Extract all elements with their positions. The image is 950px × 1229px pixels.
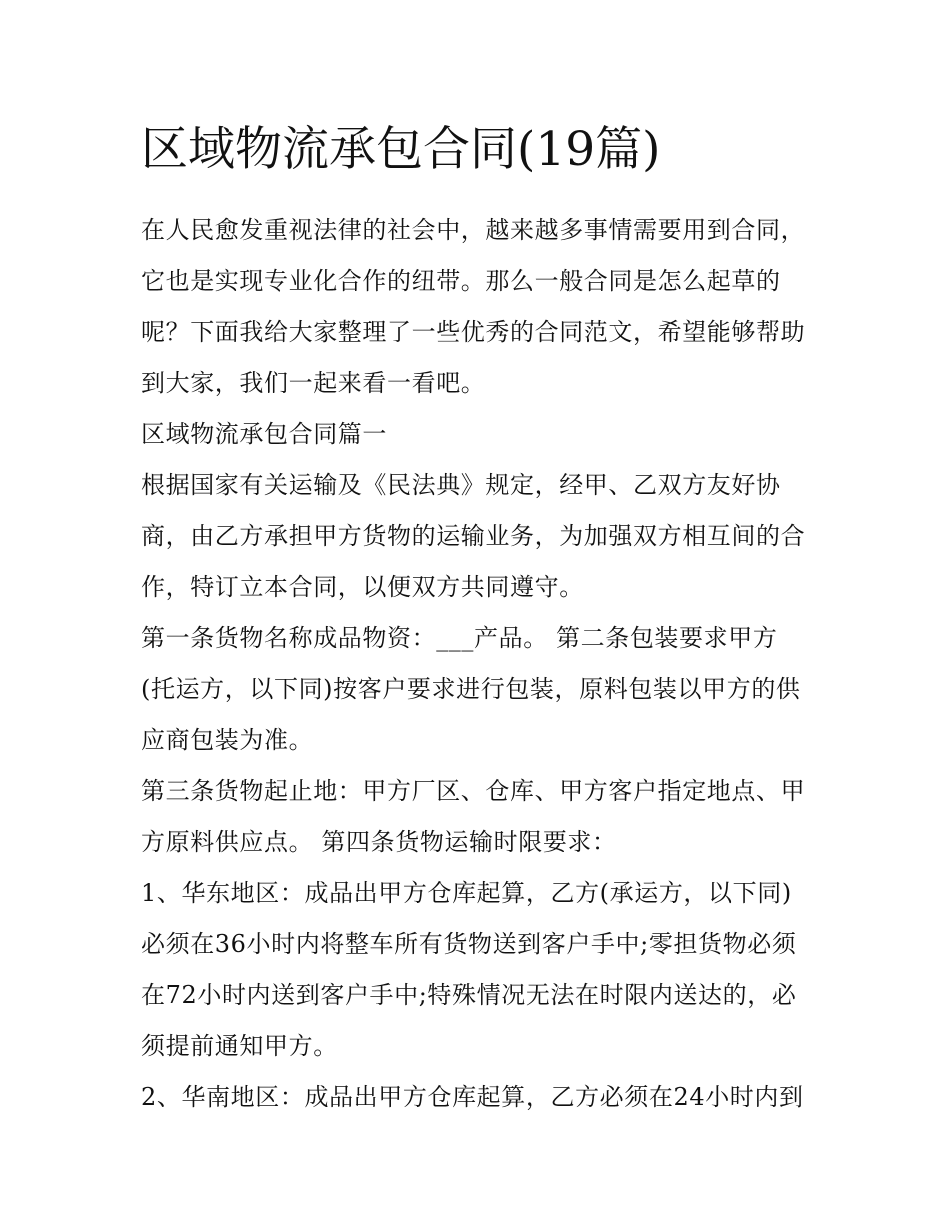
section-heading-1: 区域物流承包合同篇一 — [141, 420, 387, 448]
body-line-6: 根据国家有关运输及《民法典》规定，经甲、乙双方友好协 — [141, 471, 781, 499]
document-title: 区域物流承包合同(19篇) — [141, 122, 661, 177]
body-line-18: 2、华南地区：成品出甲方仓库起算，乙方必须在24小时内到 — [141, 1083, 804, 1111]
body-line-8: 作，特订立本合同，以便双方共同遵守。 — [141, 573, 584, 601]
body-line-3: 呢？下面我给大家整理了一些优秀的合同范文，希望能够帮助 — [141, 318, 806, 346]
body-line-16: 在72小时内送到客户手中;特殊情况无法在时限内送达的，必 — [141, 981, 797, 1009]
body-line-10: (托运方，以下同)按客户要求进行包装，原料包装以甲方的供 — [141, 675, 801, 703]
body-line-13: 方原料供应点。 第四条货物运输时限要求： — [141, 828, 617, 856]
body-line-15: 必须在36小时内将整车所有货物送到客户手中;零担货物必须 — [141, 930, 797, 958]
body-line-11: 应商包装为准。 — [141, 726, 314, 754]
body-line-17: 须提前通知甲方。 — [141, 1032, 338, 1060]
body-line-1: 在人民愈发重视法律的社会中，越来越多事情需要用到合同， — [141, 216, 806, 244]
body-line-9: 第一条货物名称成品物资：___产品。 第二条包装要求甲方 — [141, 624, 778, 652]
body-line-7: 商，由乙方承担甲方货物的运输业务，为加强双方相互间的合 — [141, 522, 806, 550]
body-line-4: 到大家，我们一起来看一看吧。 — [141, 369, 486, 397]
body-line-14: 1、华东地区：成品出甲方仓库起算，乙方(承运方，以下同) — [141, 879, 792, 907]
body-line-2: 它也是实现专业化合作的纽带。那么一般合同是怎么起草的 — [141, 267, 781, 295]
body-line-12: 第三条货物起止地：甲方厂区、仓库、甲方客户指定地点、甲 — [141, 777, 806, 805]
document-body — [141, 205, 821, 1123]
document-content — [141, 114, 821, 1123]
